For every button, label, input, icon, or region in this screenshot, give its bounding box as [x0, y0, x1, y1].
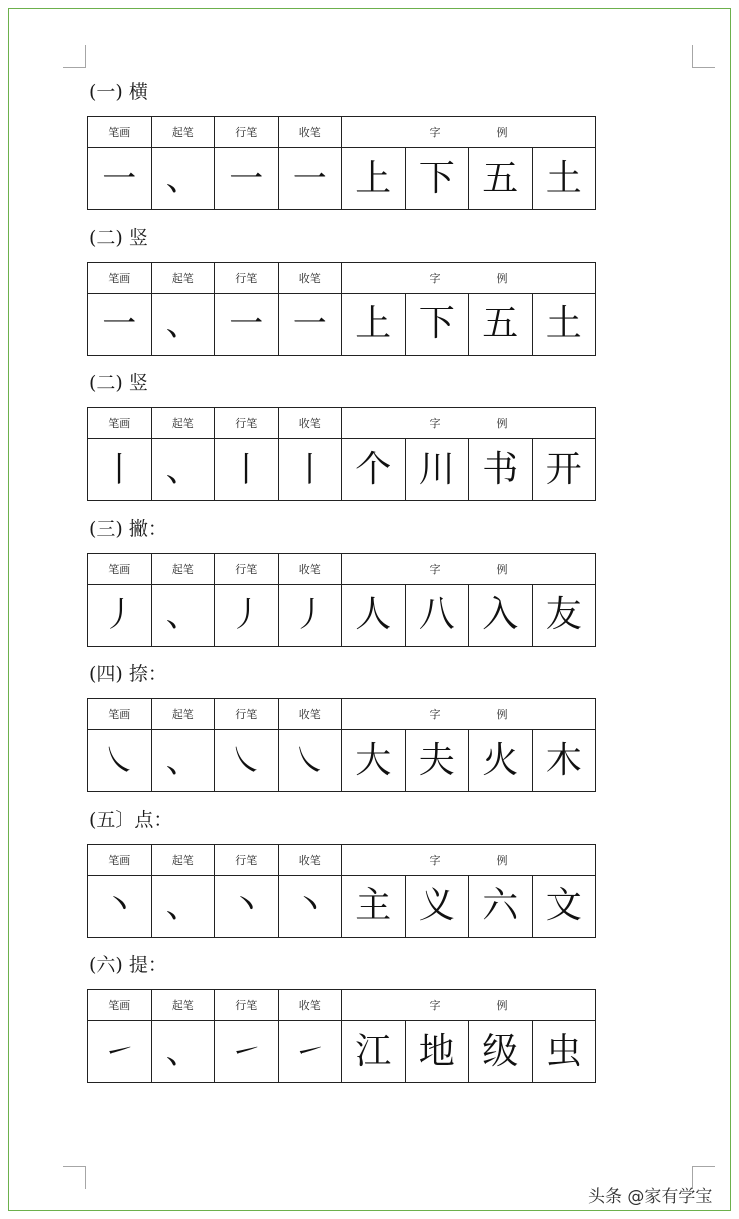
- header-start: 起笔: [151, 990, 215, 1021]
- header-example-a: 字: [429, 417, 441, 430]
- header-start: 起笔: [151, 408, 215, 439]
- end-glyph: 丿: [292, 595, 327, 635]
- stroke-glyph-cell: [88, 730, 152, 792]
- stroke-table: [87, 553, 596, 647]
- example-cell: [532, 875, 596, 937]
- stroke-section: [87, 363, 597, 509]
- example-char: 夫: [418, 739, 455, 781]
- example-cell: [405, 875, 469, 937]
- start-glyph-cell: [151, 875, 215, 937]
- example-cell: [342, 1021, 406, 1083]
- header-start: 起笔: [151, 117, 215, 148]
- end-glyph: ㇀: [292, 1031, 327, 1072]
- header-end: 收笔: [278, 262, 342, 293]
- section-title: (五〕点：: [89, 808, 173, 831]
- example-cell: [405, 293, 469, 355]
- middle-glyph-cell: [215, 1021, 279, 1083]
- table-header-row: [88, 117, 596, 148]
- end-glyph-cell: [278, 148, 342, 210]
- start-glyph: 、: [165, 449, 200, 490]
- table-row: [88, 148, 596, 210]
- end-glyph-cell: [278, 730, 342, 792]
- start-glyph-cell: [151, 293, 215, 355]
- middle-glyph: 一: [229, 304, 264, 344]
- stroke-section: [87, 218, 597, 364]
- header-examples: [342, 990, 596, 1021]
- document-content: [87, 72, 597, 1091]
- end-glyph: 丨: [292, 449, 327, 490]
- header-end: 收笔: [278, 408, 342, 439]
- example-char: 下: [418, 303, 455, 344]
- example-char: 虫: [545, 1030, 582, 1072]
- end-glyph-cell: [278, 439, 342, 501]
- example-char: 五: [482, 303, 519, 344]
- section-title: (二) 竖: [89, 372, 148, 394]
- header-examples: [342, 117, 596, 148]
- middle-glyph-cell: [215, 148, 279, 210]
- table-header-row: [88, 990, 596, 1021]
- example-char: 上: [355, 157, 392, 199]
- stroke-glyph-cell: [88, 293, 152, 355]
- example-cell: [342, 730, 406, 792]
- header-middle: 行笔: [215, 408, 279, 439]
- margin-corner-bottom-left: [63, 1166, 86, 1189]
- header-start: 起笔: [151, 699, 215, 730]
- middle-glyph: 丨: [229, 449, 264, 490]
- table-header-row: [88, 408, 596, 439]
- example-cell: [405, 1021, 469, 1083]
- example-cell: [405, 730, 469, 792]
- example-char: 火: [482, 739, 519, 781]
- start-glyph-cell: [151, 1021, 215, 1083]
- stroke-section: [87, 509, 597, 655]
- end-glyph-cell: [278, 875, 342, 937]
- stroke-glyph: ㇏: [102, 740, 137, 781]
- stroke-table: [87, 407, 596, 501]
- header-middle: 行笔: [215, 553, 279, 584]
- example-char: 木: [545, 739, 582, 781]
- stroke-glyph: 一: [102, 158, 137, 199]
- example-char: 地: [418, 1030, 455, 1072]
- middle-glyph-cell: [215, 730, 279, 792]
- start-glyph: 、: [165, 304, 200, 344]
- header-examples: [342, 699, 596, 730]
- example-char: 六: [482, 885, 519, 926]
- example-cell: [405, 148, 469, 210]
- header-example-a: 字: [429, 999, 441, 1012]
- example-cell: [405, 439, 469, 501]
- header-examples: [342, 844, 596, 875]
- example-cell: [532, 584, 596, 646]
- example-char: 级: [482, 1030, 519, 1072]
- middle-glyph-cell: [215, 875, 279, 937]
- header-end: 收笔: [278, 844, 342, 875]
- example-cell: [469, 293, 533, 355]
- header-example-a: 字: [429, 126, 441, 139]
- middle-glyph: 丶: [229, 886, 264, 926]
- stroke-glyph: 丿: [102, 595, 137, 635]
- stroke-table: [87, 262, 596, 356]
- example-char: 川: [418, 448, 455, 490]
- middle-glyph-cell: [215, 584, 279, 646]
- header-middle: 行笔: [215, 262, 279, 293]
- header-stroke: 笔画: [88, 699, 152, 730]
- stroke-glyph-cell: [88, 439, 152, 501]
- header-example-b: 例: [496, 999, 508, 1012]
- section-title: (四) 捺：: [89, 663, 167, 685]
- example-char: 江: [355, 1030, 392, 1072]
- header-example-b: 例: [496, 853, 508, 867]
- end-glyph-cell: [278, 584, 342, 646]
- start-glyph: 、: [165, 886, 200, 926]
- header-examples: [342, 553, 596, 584]
- table-header-row: [88, 262, 596, 293]
- start-glyph-cell: [151, 730, 215, 792]
- table-header-row: [88, 699, 596, 730]
- example-char: 上: [355, 303, 392, 344]
- start-glyph: 、: [165, 1031, 200, 1072]
- header-stroke: 笔画: [88, 117, 152, 148]
- header-stroke: 笔画: [88, 408, 152, 439]
- start-glyph-cell: [151, 439, 215, 501]
- margin-corner-top-right: [692, 45, 715, 68]
- start-glyph-cell: [151, 148, 215, 210]
- middle-glyph: ㇏: [229, 740, 264, 781]
- header-example-a: 字: [429, 853, 441, 867]
- example-cell: [532, 730, 596, 792]
- example-char: 入: [482, 594, 519, 635]
- example-cell: [469, 875, 533, 937]
- example-cell: [342, 584, 406, 646]
- example-cell: [469, 1021, 533, 1083]
- example-char: 个: [355, 448, 392, 490]
- stroke-glyph: 丶: [102, 886, 137, 926]
- middle-glyph: 丿: [229, 595, 264, 635]
- end-glyph: 一: [292, 304, 327, 344]
- end-glyph-cell: [278, 1021, 342, 1083]
- stroke-table: [87, 698, 596, 792]
- start-glyph-cell: [151, 584, 215, 646]
- example-char: 土: [545, 157, 582, 199]
- example-cell: [532, 293, 596, 355]
- example-char: 土: [545, 303, 582, 344]
- example-cell: [469, 584, 533, 646]
- section-title: (一) 横: [89, 81, 148, 103]
- header-examples: [342, 408, 596, 439]
- example-char: 书: [482, 448, 519, 490]
- stroke-section: [87, 800, 597, 946]
- header-example-b: 例: [496, 708, 508, 721]
- header-stroke: 笔画: [88, 553, 152, 584]
- end-glyph: 丶: [292, 886, 327, 926]
- example-cell: [405, 584, 469, 646]
- middle-glyph: 一: [229, 158, 264, 199]
- section-title: (六) 提：: [89, 954, 167, 976]
- table-row: [88, 584, 596, 646]
- header-stroke: 笔画: [88, 990, 152, 1021]
- example-cell: [342, 439, 406, 501]
- header-start: 起笔: [151, 553, 215, 584]
- end-glyph-cell: [278, 293, 342, 355]
- table-row: [88, 730, 596, 792]
- header-end: 收笔: [278, 699, 342, 730]
- header-start: 起笔: [151, 262, 215, 293]
- example-char: 友: [545, 594, 582, 635]
- example-cell: [469, 730, 533, 792]
- stroke-glyph-cell: [88, 875, 152, 937]
- header-end: 收笔: [278, 553, 342, 584]
- table-header-row: [88, 844, 596, 875]
- header-stroke: 笔画: [88, 262, 152, 293]
- header-example-b: 例: [496, 417, 508, 430]
- watermark: 头条 @家有学宝: [588, 1187, 713, 1207]
- stroke-table: [87, 989, 596, 1083]
- margin-corner-top-left: [63, 45, 86, 68]
- example-char: 义: [418, 885, 455, 926]
- header-example-a: 字: [429, 562, 441, 576]
- example-cell: [532, 1021, 596, 1083]
- header-middle: 行笔: [215, 990, 279, 1021]
- stroke-glyph: 丨: [102, 449, 137, 490]
- stroke-glyph-cell: [88, 1021, 152, 1083]
- header-end: 收笔: [278, 117, 342, 148]
- section-title: (二) 竖: [89, 226, 148, 249]
- start-glyph: 、: [165, 595, 200, 635]
- header-stroke: 笔画: [88, 844, 152, 875]
- table-row: [88, 439, 596, 501]
- example-cell: [342, 293, 406, 355]
- example-char: 主: [355, 885, 392, 926]
- section-title: (三) 撇：: [89, 517, 167, 540]
- middle-glyph-cell: [215, 293, 279, 355]
- stroke-glyph: ㇀: [102, 1031, 137, 1072]
- header-examples: [342, 262, 596, 293]
- example-char: 大: [355, 739, 392, 781]
- stroke-table: [87, 116, 596, 210]
- end-glyph: ㇏: [292, 740, 327, 781]
- stroke-section: [87, 72, 597, 218]
- stroke-glyph: 一: [102, 304, 137, 344]
- stroke-glyph-cell: [88, 148, 152, 210]
- example-char: 八: [418, 594, 455, 635]
- example-char: 开: [545, 448, 582, 490]
- stroke-glyph-cell: [88, 584, 152, 646]
- example-char: 下: [418, 157, 455, 199]
- middle-glyph: ㇀: [229, 1031, 264, 1072]
- stroke-table: [87, 844, 596, 938]
- header-example-b: 例: [496, 562, 508, 576]
- header-example-b: 例: [496, 271, 508, 285]
- example-cell: [342, 148, 406, 210]
- header-example-a: 字: [429, 708, 441, 721]
- example-cell: [469, 439, 533, 501]
- header-middle: 行笔: [215, 117, 279, 148]
- header-middle: 行笔: [215, 844, 279, 875]
- header-end: 收笔: [278, 990, 342, 1021]
- example-cell: [532, 439, 596, 501]
- table-row: [88, 875, 596, 937]
- table-header-row: [88, 553, 596, 584]
- start-glyph: 、: [165, 740, 200, 781]
- end-glyph: 一: [292, 158, 327, 199]
- start-glyph: 、: [165, 158, 200, 199]
- header-middle: 行笔: [215, 699, 279, 730]
- example-cell: [469, 148, 533, 210]
- example-cell: [532, 148, 596, 210]
- header-example-b: 例: [496, 126, 508, 139]
- stroke-section: [87, 654, 597, 800]
- example-cell: [342, 875, 406, 937]
- middle-glyph-cell: [215, 439, 279, 501]
- header-example-a: 字: [429, 271, 441, 285]
- example-char: 五: [482, 157, 519, 199]
- table-row: [88, 293, 596, 355]
- header-start: 起笔: [151, 844, 215, 875]
- stroke-section: [87, 945, 597, 1091]
- example-char: 文: [545, 885, 582, 926]
- table-row: [88, 1021, 596, 1083]
- example-char: 人: [355, 594, 392, 635]
